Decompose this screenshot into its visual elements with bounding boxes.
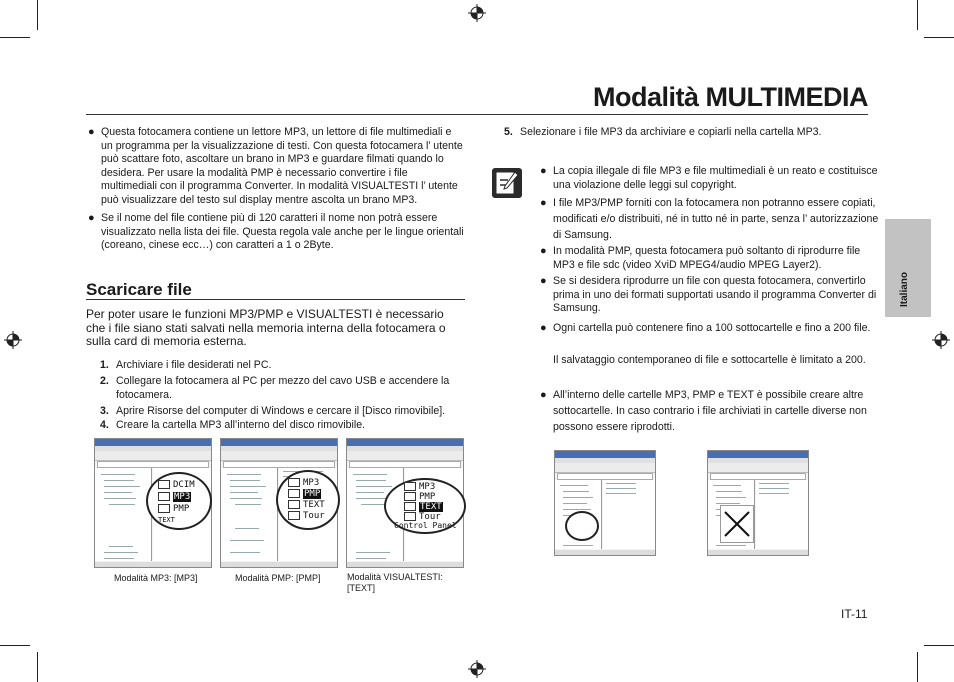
note-item — [540, 195, 883, 244]
folder-label: DCIM — [173, 480, 195, 490]
step-item — [100, 419, 466, 433]
page-number: IT-11 — [841, 607, 868, 621]
folder-icon — [404, 512, 416, 521]
registration-mark-icon — [4, 331, 22, 349]
folder-zoom-callout — [384, 478, 466, 534]
folder-zoom-callout — [565, 511, 599, 541]
crop-mark — [37, 0, 38, 30]
note-item — [540, 165, 883, 192]
language-tab-label: Italiano — [899, 271, 910, 307]
note-item — [540, 245, 883, 272]
bullet-icon: ● — [540, 197, 547, 209]
page-title: Modalità MULTIMEDIA — [593, 82, 868, 112]
title-divider — [86, 114, 868, 115]
note-item — [540, 320, 883, 336]
figure-caption: Modalità VISUALTESTI: [TEXT] — [347, 572, 443, 593]
figure-caption: Modalità PMP: [PMP] — [235, 573, 321, 583]
folder-label: MP3 — [419, 482, 436, 492]
folder-label-highlighted: MP3 — [174, 492, 191, 502]
folder-icon — [158, 492, 170, 501]
folder-label: TEXT — [303, 500, 325, 510]
bullet-icon: ● — [540, 165, 547, 177]
folder-icon — [404, 502, 416, 511]
folder-label-highlighted: PMP — [304, 489, 321, 499]
intro-paragraph: Per poter usare le funzioni MP3/PMP e VISUALTESTI è necessario che i file siano stati salvati nella memoria interna della fotocamera o sulla card di memoria esterna. — [86, 307, 446, 348]
folder-icon — [158, 480, 170, 489]
step-item — [504, 126, 880, 140]
crop-mark — [924, 645, 954, 646]
folder-zoom-callout — [720, 505, 754, 543]
crop-mark — [37, 652, 38, 682]
folder-zoom-callout — [276, 470, 340, 530]
folder-icon — [404, 482, 416, 491]
folder-label-highlighted: TEXT — [420, 502, 442, 512]
folder-icon — [288, 489, 300, 498]
explorer-screenshot-copy — [554, 450, 656, 556]
folder-zoom-callout — [146, 472, 212, 530]
step-text: Creare la cartella MP3 all’interno del disco rimovibile. — [116, 419, 366, 431]
registration-mark-icon — [468, 4, 486, 22]
note-extra: Il salvataggio contemporaneo di file e sottocartelle è limitato a 200. — [553, 354, 866, 366]
step-number: 4. — [100, 419, 109, 431]
step-item — [100, 375, 466, 402]
bullet-icon: ● — [88, 126, 95, 138]
note-text: Se si desidera riprodurre un file con questa fotocamera, convertirlo prima in uno dei formati supportati usando il programma Converter di Samsung. — [553, 275, 877, 314]
bullet-text: Se il nome del file contiene più di 120 caratteri il nome non potrà essere visualizzato nella lista dei file. Questa regola vale anche per le lingue orientali (coreano, cinese ecc…) con caratteri a 1 o 2Byte. — [101, 212, 464, 251]
note-text: I file MP3/PMP forniti con la fotocamera non potranno essere copiati, modificati e/o distribuiti, né in tutto né in parte, senza l’ autorizzazione di Samsung. — [553, 197, 879, 242]
note-item — [540, 387, 883, 435]
bullet-icon: ● — [540, 322, 547, 334]
bullet-icon: ● — [540, 389, 547, 401]
figure-caption: Modalità MP3: [MP3] — [114, 573, 198, 583]
folder-label: PMP — [173, 504, 190, 514]
note-icon — [492, 168, 522, 198]
folder-icon — [158, 504, 170, 513]
note-item — [540, 275, 883, 316]
folder-icon — [288, 511, 300, 520]
crop-mark — [0, 37, 30, 38]
bullet-icon: ● — [88, 212, 95, 224]
language-tab — [885, 219, 931, 317]
crop-mark — [917, 0, 918, 30]
section-divider — [86, 299, 465, 300]
step-item — [100, 359, 466, 373]
note-text: Ogni cartella può contenere fino a 100 sottocartelle e fino a 200 file. — [553, 322, 871, 334]
note-text: In modalità PMP, questa fotocamera può soltanto di riprodurre file MP3 e file sdc (video XviD MPEG4/audio MPEG Layer2). — [553, 245, 861, 271]
crop-mark — [0, 645, 30, 646]
folder-icon — [404, 492, 416, 501]
step-text: Collegare la fotocamera al PC per mezzo del cavo USB e accendere la fotocamera. — [116, 375, 450, 401]
step-number: 1. — [100, 359, 109, 371]
explorer-screenshot-nested — [707, 450, 809, 556]
step-number: 2. — [100, 375, 109, 387]
note-text: La copia illegale di file MP3 e file multimediali è un reato e costituisce una violazione delle leggi sul copyright. — [553, 165, 878, 191]
note-text: All’interno delle cartelle MP3, PMP e TEXT è possibile creare altre sottocartelle. In caso contrario i file archiviati in cartelle diverse non possono essere riprodotti. — [553, 389, 867, 433]
cross-icon — [721, 506, 753, 542]
folder-label: Control Panel — [394, 521, 457, 530]
section-title: Scaricare file — [86, 280, 192, 299]
step-text: Selezionare i file MP3 da archiviare e copiarli nella cartella MP3. — [520, 126, 822, 138]
step-item — [100, 405, 466, 419]
registration-mark-icon — [932, 331, 950, 349]
bullet-icon: ● — [540, 275, 547, 287]
folder-label: TEXT — [158, 516, 175, 524]
folder-label: Tour — [419, 512, 441, 522]
bullet-text: Questa fotocamera contiene un lettore MP3, un lettore di file multimediali e un programma per la visualizzazione di testi. Con questa fotocamera l’ utente può scattare foto, ascoltare un brano in MP3 e guardare filmati quando lo desidera. Per usare la modalità PMP è necessario convertire i file multimediali con il programma Converter. In modalità VISUALTESTI l’ utente può visualizzare del testo sul display mentre ascolta un brano MP3. — [101, 126, 463, 206]
folder-icon — [288, 478, 300, 487]
folder-label: MP3 — [303, 478, 320, 488]
folder-label: Tour — [303, 511, 325, 521]
bullet-icon: ● — [540, 245, 547, 257]
step-text: Archiviare i file desiderati nel PC. — [116, 359, 272, 371]
registration-mark-icon — [468, 660, 486, 678]
step-number: 3. — [100, 405, 109, 417]
folder-icon — [288, 500, 300, 509]
bullet-item — [88, 212, 465, 253]
step-number: 5. — [504, 126, 513, 138]
crop-mark — [924, 37, 954, 38]
step-text: Aprire Risorse del computer di Windows e cercare il [Disco rimovibile]. — [116, 405, 446, 417]
crop-mark — [917, 652, 918, 682]
folder-label: PMP — [419, 492, 436, 502]
bullet-item — [88, 126, 465, 207]
